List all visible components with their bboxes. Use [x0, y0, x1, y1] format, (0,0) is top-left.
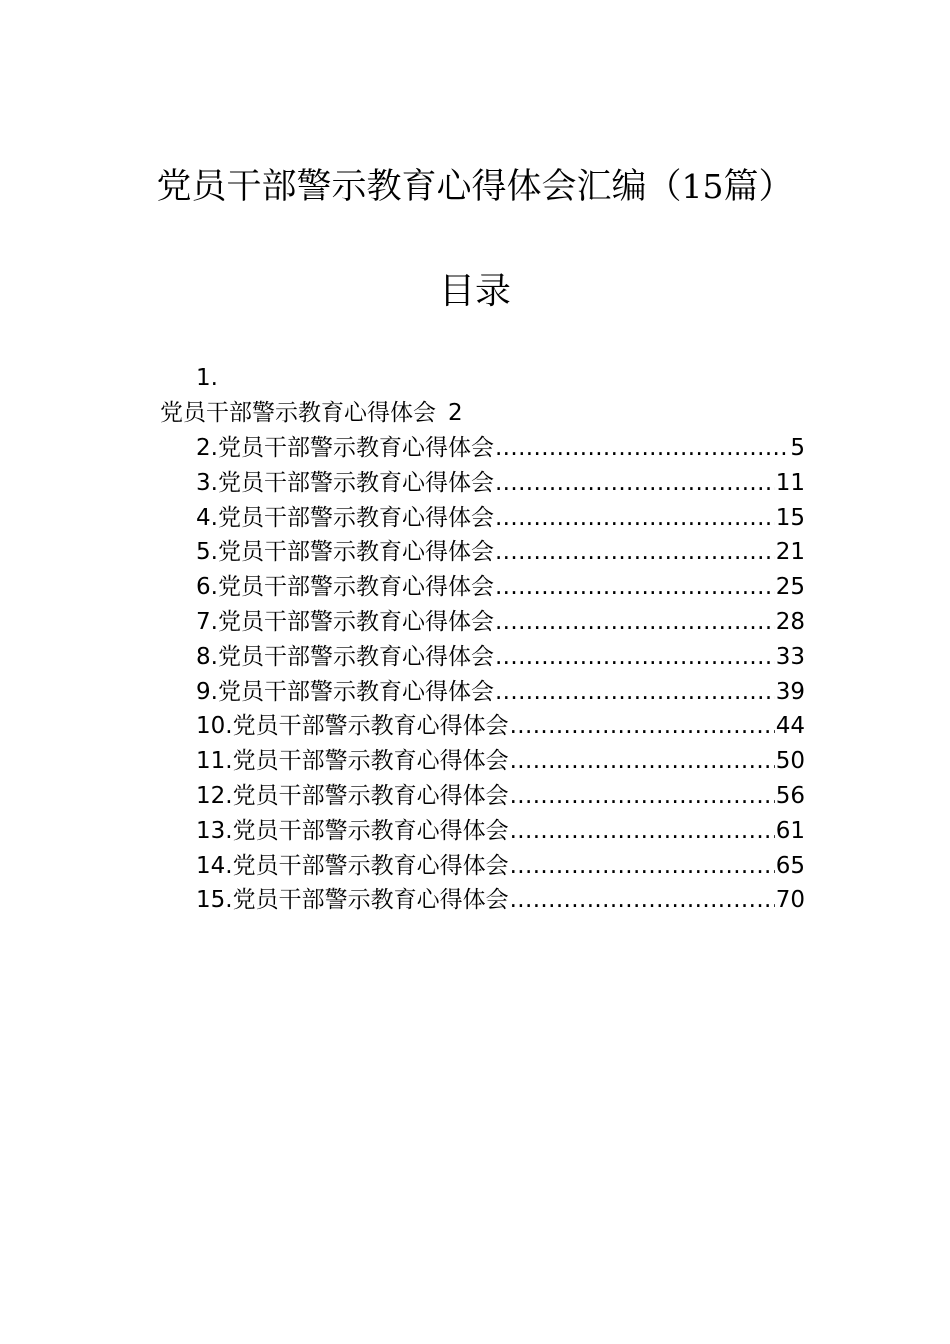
toc-entry-title-text: 党员干部警示教育心得体会 — [217, 679, 494, 705]
toc-entry-title — [196, 606, 494, 638]
toc-entry-title — [196, 571, 494, 603]
toc-entry-title-text: 党员干部警示教育心得体会 — [232, 818, 509, 844]
toc-entry-title — [196, 745, 509, 777]
toc-entry-title — [196, 432, 494, 464]
toc-entry-number: 12. — [196, 783, 233, 809]
toc-entry-title — [196, 815, 509, 847]
toc-dot-leader — [510, 780, 775, 812]
toc-entry[interactable] — [196, 502, 805, 534]
toc-dot-leader — [495, 606, 775, 638]
toc-dot-leader — [510, 850, 775, 882]
toc-dot-leader — [495, 467, 775, 499]
toc-entry-title — [196, 884, 509, 916]
toc-dot-leader — [510, 710, 775, 742]
toc-entry-title-text: 党员干部警示教育心得体会 — [217, 574, 494, 600]
toc-entry-1-number[interactable]: 1. — [196, 365, 218, 391]
toc-entry-title — [196, 536, 494, 568]
toc-entry[interactable] — [196, 571, 805, 603]
toc-entry-page-number: 33 — [775, 644, 805, 670]
toc-entry[interactable] — [196, 432, 805, 464]
toc-entry[interactable] — [196, 536, 805, 568]
toc-entry-number: 8. — [196, 644, 218, 670]
document-title-prefix: 党员干部警示教育心得体会汇编（ — [156, 167, 682, 207]
toc-entry-title — [196, 780, 509, 812]
toc-entry-number: 13. — [196, 818, 233, 844]
toc-dot-leader — [510, 815, 775, 847]
toc-entry-page-number: 44 — [775, 713, 805, 739]
toc-entry-number: 4. — [196, 505, 218, 531]
document-title — [0, 163, 950, 211]
toc-dot-leader — [510, 745, 775, 777]
toc-dot-leader — [495, 676, 775, 708]
toc-entry[interactable] — [196, 815, 805, 847]
toc-entry-number: 5. — [196, 539, 218, 565]
toc-entry-page-number: 39 — [775, 679, 805, 705]
document-title-number: 15 — [681, 167, 724, 206]
toc-entry[interactable] — [196, 884, 805, 916]
toc-entry[interactable] — [196, 745, 805, 777]
toc-entry-title — [196, 502, 494, 534]
toc-entry[interactable] — [196, 467, 805, 499]
toc-entry-page-number: 61 — [775, 818, 805, 844]
toc-entry-title — [196, 641, 494, 673]
toc-entry-title-text: 党员干部警示教育心得体会 — [217, 539, 494, 565]
toc-dot-leader — [495, 432, 789, 464]
toc-entry[interactable] — [196, 850, 805, 882]
toc-entry-number: 9. — [196, 679, 218, 705]
toc-entry-title-text: 党员干部警示教育心得体会 — [217, 644, 494, 670]
toc-entry-title-text: 党员干部警示教育心得体会 — [217, 505, 494, 531]
toc-entry-title — [196, 850, 509, 882]
toc-entry-page-number: 28 — [775, 609, 805, 635]
toc-entry-number: 3. — [196, 470, 218, 496]
toc-entry-page-number: 70 — [775, 887, 805, 913]
toc-entry-page-number: 11 — [775, 470, 805, 496]
toc-entry-title-text: 党员干部警示教育心得体会 — [232, 713, 509, 739]
toc-entry-number: 11. — [196, 748, 233, 774]
toc-entry-page-number: 2 — [448, 400, 463, 426]
toc-entry[interactable] — [196, 676, 805, 708]
toc-dot-leader — [495, 502, 775, 534]
toc-entry-number: 6. — [196, 574, 218, 600]
toc-entry-number: 14. — [196, 853, 233, 879]
toc-entry-title-text: 党员干部警示教育心得体会 — [232, 853, 509, 879]
toc-entry-title-text: 党员干部警示教育心得体会 — [232, 783, 509, 809]
toc-entry-number: 7. — [196, 609, 218, 635]
toc-entry[interactable] — [196, 710, 805, 742]
toc-entry-number: 10. — [196, 713, 233, 739]
toc-dot-leader — [495, 641, 775, 673]
toc-entry-number: 15. — [196, 887, 233, 913]
toc-entry-title-text: 党员干部警示教育心得体会 — [232, 748, 509, 774]
document-title-suffix: 篇） — [723, 167, 794, 207]
toc-entry[interactable] — [196, 606, 805, 638]
toc-entry-number: 2. — [196, 435, 218, 461]
toc-entry-page-number: 50 — [775, 748, 805, 774]
toc-entry-title-text: 党员干部警示教育心得体会 — [217, 435, 494, 461]
toc-entry-page-number: 56 — [775, 783, 805, 809]
toc-entry-title-text: 党员干部警示教育心得体会 — [217, 609, 494, 635]
toc-entry-title: 党员干部警示教育心得体会 — [160, 400, 436, 426]
toc-entry-title — [196, 676, 494, 708]
toc-entry-title-text: 党员干部警示教育心得体会 — [217, 470, 494, 496]
toc-dot-leader — [495, 536, 775, 568]
toc-entry-1[interactable] — [160, 397, 463, 429]
toc-entry[interactable] — [196, 641, 805, 673]
toc-entry-title-text: 党员干部警示教育心得体会 — [232, 887, 509, 913]
toc-dot-leader — [495, 571, 775, 603]
toc-entry[interactable] — [196, 780, 805, 812]
toc-entry-title — [196, 710, 509, 742]
toc-entry-page-number: 25 — [775, 574, 805, 600]
toc-dot-leader — [510, 884, 775, 916]
toc-entry-page-number: 5 — [790, 435, 805, 461]
toc-heading: 目录 — [438, 271, 511, 312]
toc-entry-page-number: 21 — [775, 539, 805, 565]
toc-entry-page-number: 65 — [775, 853, 805, 879]
toc-entry-page-number: 15 — [775, 505, 805, 531]
toc-entry-title — [196, 467, 494, 499]
